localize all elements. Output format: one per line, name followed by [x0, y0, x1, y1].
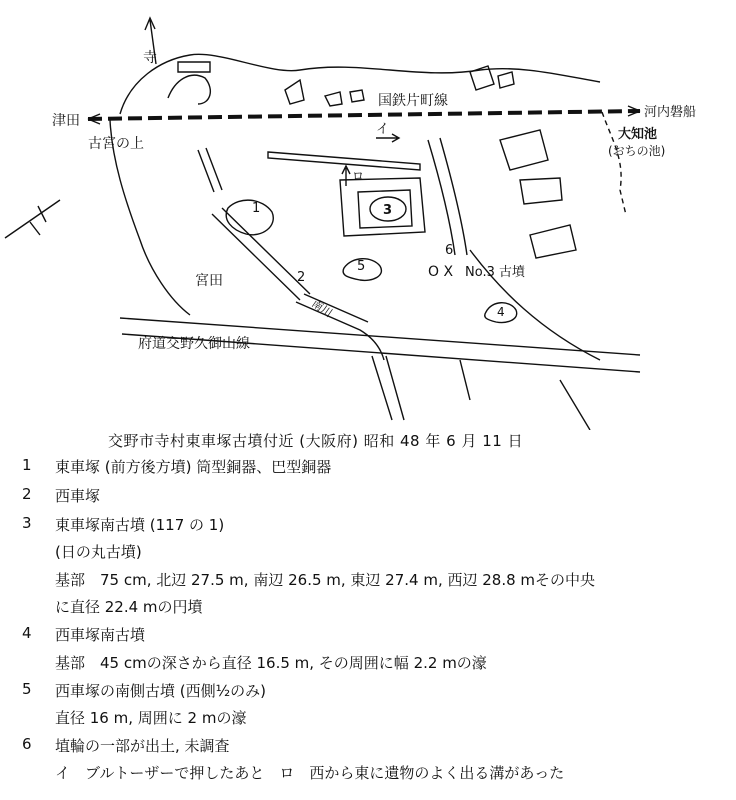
legend-text: 埴輪の一部が出土, 未調査 [55, 737, 230, 755]
bulldozed-track [268, 152, 420, 170]
label-kokutetsu: 国鉄片町線 [378, 93, 448, 109]
road-south [372, 356, 404, 420]
label-n6: 6 [445, 243, 454, 258]
label-ox: O X [428, 264, 454, 280]
north-building-1 [178, 62, 210, 72]
railway-line [88, 111, 640, 119]
legend-number: 2 [22, 485, 32, 503]
legend-number: 1 [22, 456, 32, 474]
label-n5: 5 [357, 259, 366, 274]
label-ochi-pond-reading: (おちの池) [608, 144, 666, 158]
strip-west-2 [198, 148, 222, 192]
label-n1: 1 [252, 201, 261, 216]
east-block-1 [500, 130, 548, 170]
legend-text: 直径 16 m, 周囲に 2 mの濠 [55, 709, 247, 727]
label-n3: 3 [383, 203, 393, 218]
label-n2: 2 [297, 270, 306, 285]
road-east [428, 138, 467, 255]
east-block-2 [520, 178, 562, 204]
legend-text: 東車塚南古墳 (117 の 1) [55, 516, 225, 534]
label-tsuda: 津田 [52, 113, 80, 129]
label-n4: 4 [497, 305, 505, 319]
hill-north-left [168, 75, 210, 104]
legend-number: 5 [22, 680, 32, 698]
label-ro: ロ [352, 169, 365, 183]
legend-number: 6 [22, 735, 32, 753]
label-furumiya: 古宮の上 [88, 136, 144, 152]
map-caption: 交野市寺村東車塚古墳付近 (大阪府) 昭和 48 年 6 月 11 日 [108, 432, 524, 450]
north-building-2 [285, 80, 304, 104]
label-kawachi-iwafune: 河内磐船 [644, 105, 697, 120]
legend-text: 基部 45 cmの深さから直径 16.5 m, その周囲に幅 2.2 mの濠 [55, 654, 487, 672]
label-ochi-pond: 大知池 [618, 127, 658, 142]
ditch-arrow [342, 166, 350, 186]
legend-text: 西車塚の南側古墳 (西側½のみ) [55, 682, 267, 700]
label-minami-river: 南川 [309, 296, 335, 321]
east-block-3 [530, 225, 576, 258]
label-miyata: 宮田 [195, 273, 223, 289]
legend-text: に直径 22.4 mの円墳 [55, 598, 203, 616]
label-tera: 寺 [143, 50, 157, 66]
legend-text: イ ブルトーザーで押したあと ロ 西から東に遺物のよく出る溝があった [55, 764, 565, 782]
legend-text: 基部 75 cm, 北辺 27.5 m, 南辺 26.5 m, 東辺 27.4 m, 西辺 28.8 mその中央 [55, 571, 596, 589]
north-building-3 [325, 92, 342, 106]
legend-text: (日の丸古墳) [55, 543, 142, 561]
legend-text: 東車塚 (前方後方墳) 筒型銅器、巴型銅器 [55, 458, 332, 476]
area-outline-top [120, 54, 600, 114]
label-i: イ [376, 122, 390, 137]
strip-west-1 [212, 208, 310, 300]
north-building-4 [350, 90, 364, 102]
legend-text: 西車塚南古墳 [55, 626, 146, 644]
survey-mark [5, 200, 60, 238]
legend-text: 西車塚 [55, 487, 101, 505]
legend-number: 3 [22, 514, 32, 532]
tumulus-1 [226, 200, 273, 235]
label-prefectural-road: 府道交野久御山線 [138, 336, 250, 352]
north-building-6 [498, 72, 514, 88]
label-no3-tumulus: No.3 古墳 [465, 265, 525, 280]
road-south-2 [460, 360, 590, 430]
legend-number: 4 [22, 624, 32, 642]
